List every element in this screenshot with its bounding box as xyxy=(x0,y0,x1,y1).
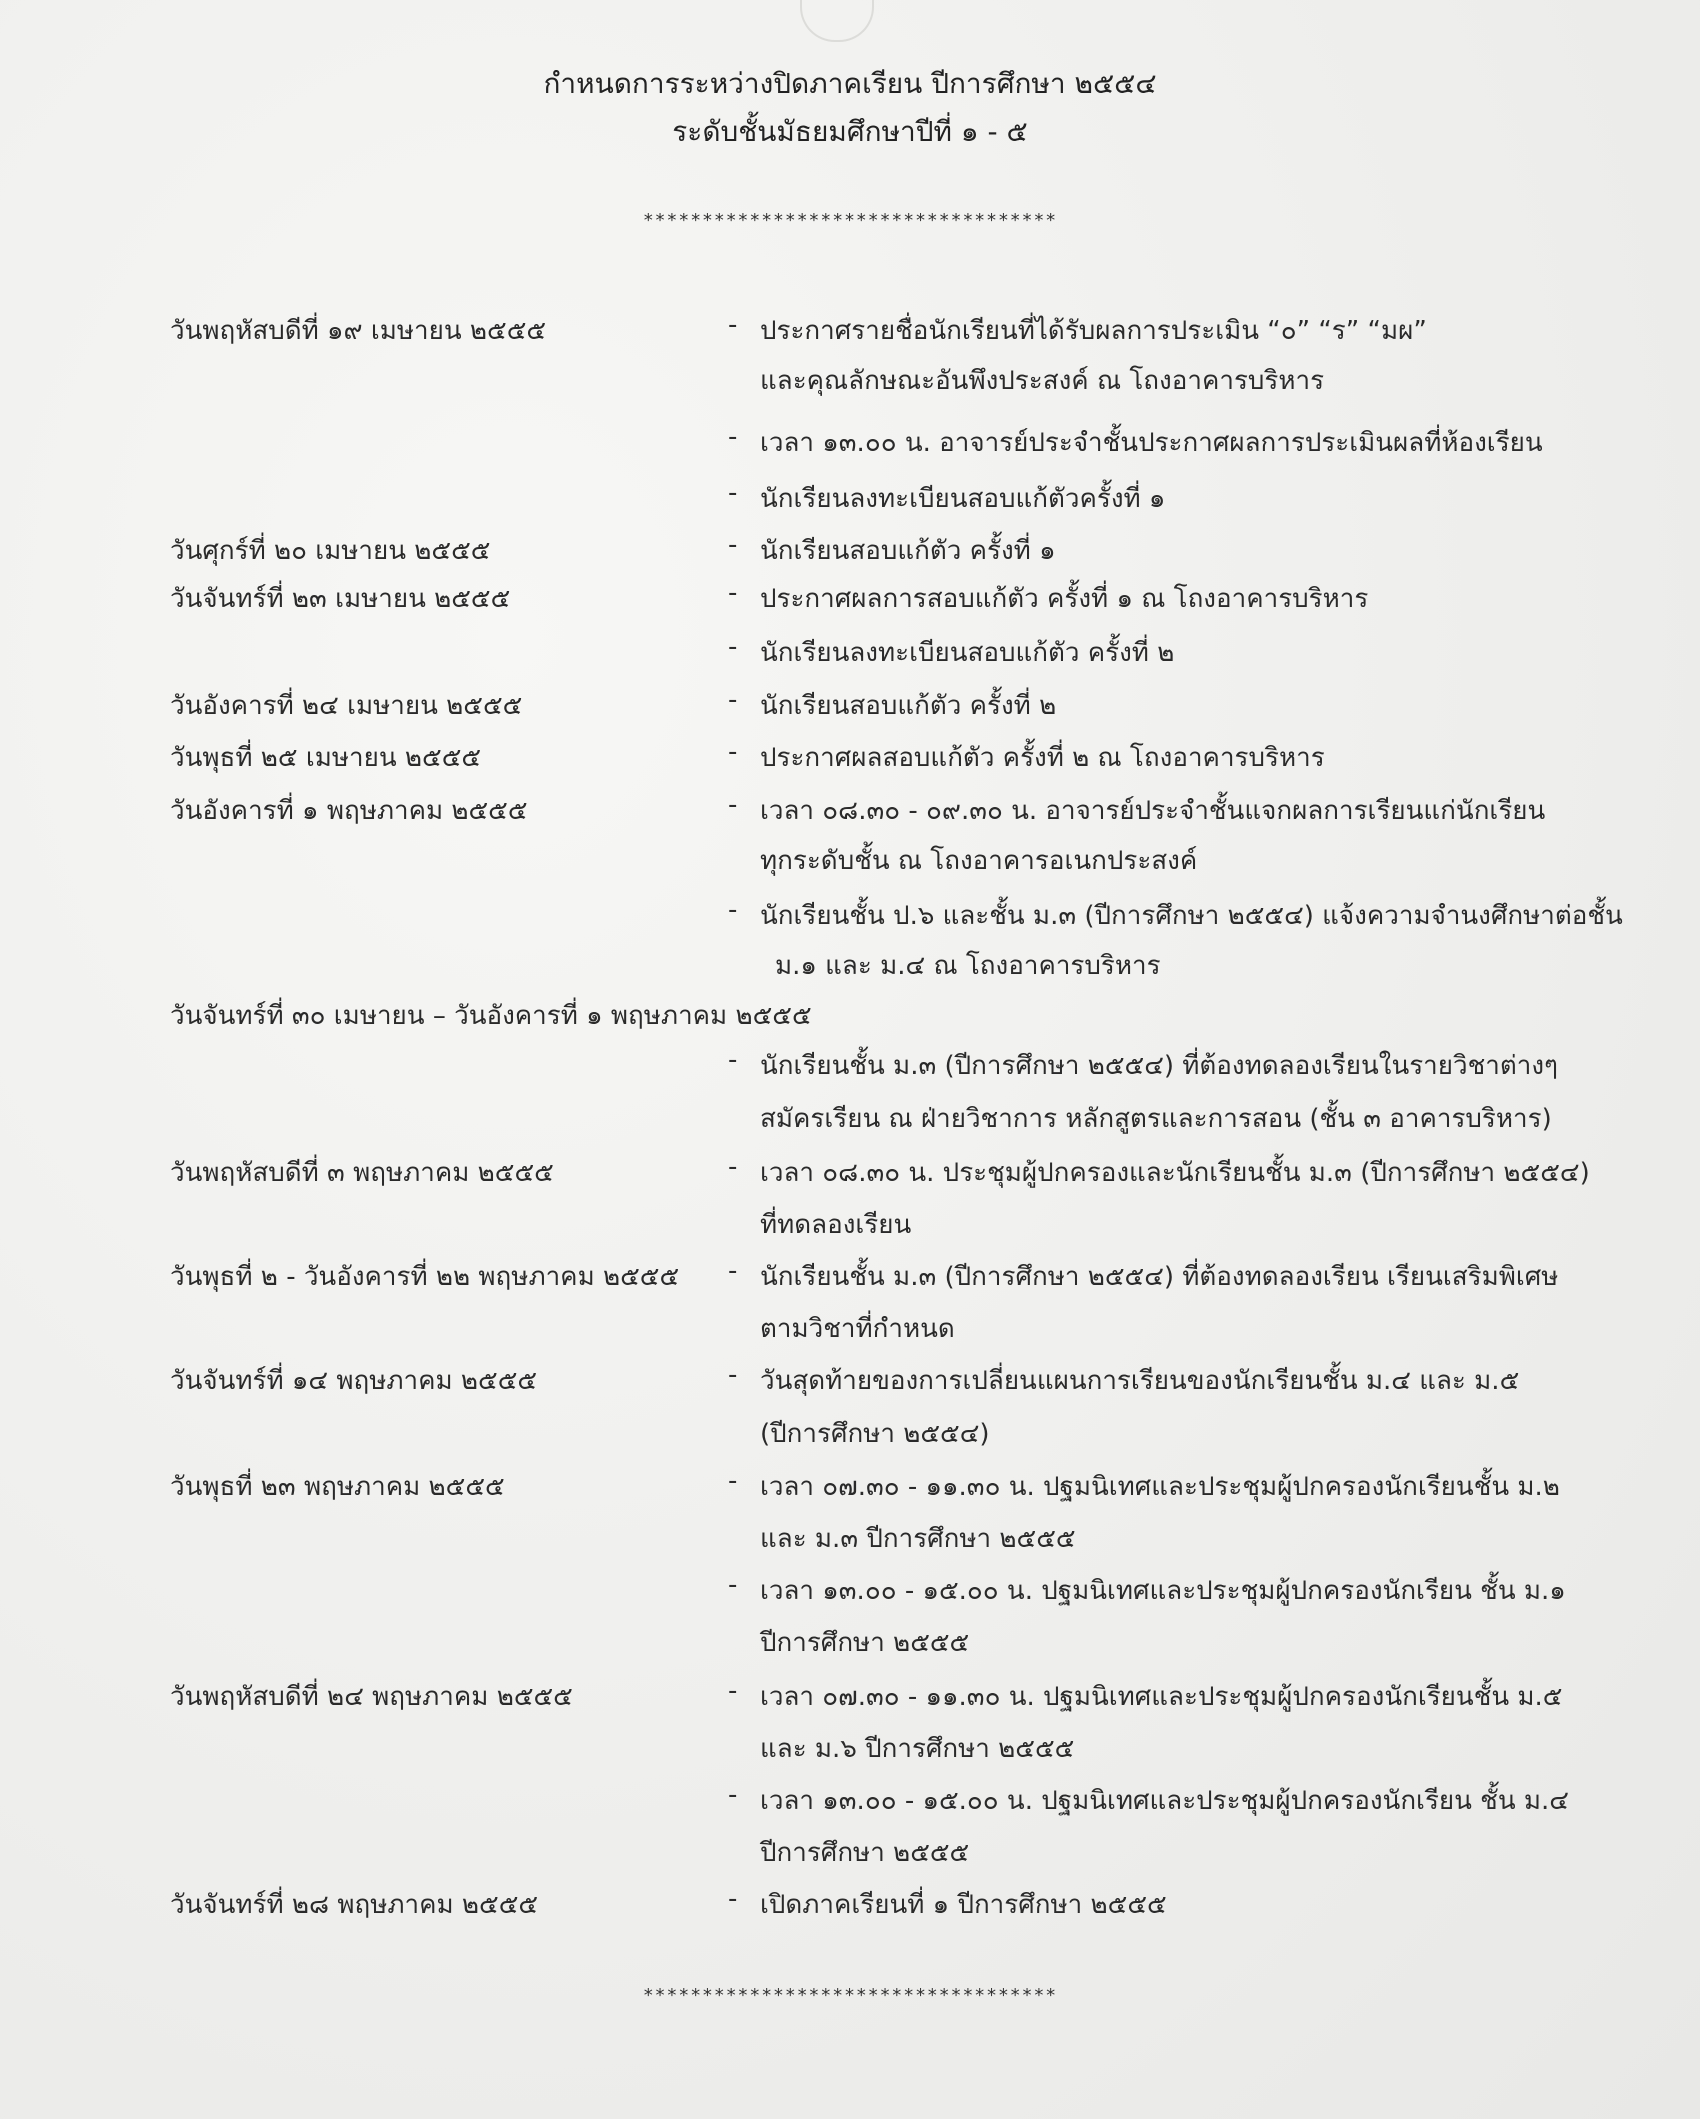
document-title: กำหนดการระหว่างปิดภาคเรียน ปีการศึกษา ๒๕๕๔ xyxy=(543,67,1157,100)
schedule-item-text: ประกาศผลสอบแก้ตัว ครั้งที่ ๒ ณ โถงอาคารบริหาร xyxy=(760,743,1325,773)
schedule-item-continuation: (ปีการศึกษา ๒๕๕๔) xyxy=(760,1419,990,1449)
schedule-item-text: นักเรียนชั้น ม.๓ (ปีการศึกษา ๒๕๕๔) ที่ต้องทดลองเรียน เรียนเสริมพิเศษ xyxy=(760,1262,1559,1292)
schedule-item-text: นักเรียนลงทะเบียนสอบแก้ตัวครั้งที่ ๑ xyxy=(760,484,1166,514)
schedule-item-continuation: ที่ทดลองเรียน xyxy=(760,1210,912,1240)
bullet-dash: - xyxy=(728,685,738,715)
schedule-item-text: เวลา ๐๘.๓๐ - ๐๙.๓๐ น. อาจารย์ประจำชั้นแจกผลการเรียนแก่นักเรียน xyxy=(760,796,1546,826)
bullet-dash: - xyxy=(728,530,738,560)
bullet-dash: - xyxy=(728,632,738,662)
schedule-item-continuation: และ ม.๖ ปีการศึกษา ๒๕๕๕ xyxy=(760,1734,1075,1764)
schedule-item-continuation: และ ม.๓ ปีการศึกษา ๒๕๕๕ xyxy=(760,1524,1076,1554)
schedule-item-continuation: ตามวิชาที่กำหนด xyxy=(760,1314,955,1344)
bullet-dash: - xyxy=(728,478,738,508)
schedule-item-continuation: ม.๑ และ ม.๔ ณ โถงอาคารบริหาร xyxy=(775,951,1161,981)
schedule-date: วันอังคารที่ ๑ พฤษภาคม ๒๕๕๕ xyxy=(170,796,528,826)
bullet-dash: - xyxy=(728,1780,738,1810)
schedule-item-text: เวลา ๐๘.๓๐ น. ประชุมผู้ปกครองและนักเรียนชั้น ม.๓ (ปีการศึกษา ๒๕๕๔) xyxy=(760,1158,1590,1188)
bullet-dash: - xyxy=(728,1884,738,1914)
schedule-item-continuation: ทุกระดับชั้น ณ โถงอาคารอเนกประสงค์ xyxy=(760,846,1198,876)
schedule-item-continuation: ปีการศึกษา ๒๕๕๕ xyxy=(760,1838,970,1868)
schedule-item-text: วันสุดท้ายของการเปลี่ยนแผนการเรียนของนักเรียนชั้น ม.๔ และ ม.๕ xyxy=(760,1366,1520,1396)
separator-bottom: *********************************** xyxy=(642,1985,1058,2006)
schedule-date: วันพุธที่ ๒๓ พฤษภาคม ๒๕๕๕ xyxy=(170,1472,505,1502)
schedule-item-continuation: และคุณลักษณะอันพึงประสงค์ ณ โถงอาคารบริหาร xyxy=(760,366,1325,396)
schedule-item-text: นักเรียนสอบแก้ตัว ครั้งที่ ๑ xyxy=(760,536,1056,566)
bullet-dash: - xyxy=(728,1152,738,1182)
schedule-item-continuation: สมัครเรียน ณ ฝ่ายวิชาการ หลักสูตรและการสอน (ชั้น ๓ อาคารบริหาร) xyxy=(760,1104,1552,1134)
schedule-date: วันจันทร์ที่ ๒๓ เมษายน ๒๕๕๕ xyxy=(170,584,511,614)
schedule-date: วันพฤหัสบดีที่ ๒๔ พฤษภาคม ๒๕๕๕ xyxy=(170,1682,573,1712)
bullet-dash: - xyxy=(728,737,738,767)
schedule-date: วันจันทร์ที่ ๒๘ พฤษภาคม ๒๕๕๕ xyxy=(170,1890,539,1920)
schedule-item-text: ประกาศรายชื่อนักเรียนที่ได้รับผลการประเมิน “๐” “ร” “มผ” xyxy=(760,316,1427,346)
bullet-dash: - xyxy=(728,310,738,340)
schedule-item-continuation: ปีการศึกษา ๒๕๕๕ xyxy=(760,1628,970,1658)
schedule-item-text: นักเรียนชั้น ม.๓ (ปีการศึกษา ๒๕๕๔) ที่ต้องทดลองเรียนในรายวิชาต่างๆ xyxy=(760,1051,1559,1081)
schedule-item-text: ประกาศผลการสอบแก้ตัว ครั้งที่ ๑ ณ โถงอาคารบริหาร xyxy=(760,584,1369,614)
bullet-dash: - xyxy=(728,422,738,452)
bullet-dash: - xyxy=(728,895,738,925)
schedule-item-text: เวลา ๑๓.๐๐ - ๑๕.๐๐ น. ปฐมนิเทศและประชุมผู้ปกครองนักเรียน ชั้น ม.๔ xyxy=(760,1786,1569,1816)
schedule-date: วันศุกร์ที่ ๒๐ เมษายน ๒๕๕๕ xyxy=(170,536,491,566)
schedule-item-text: นักเรียนชั้น ป.๖ และชั้น ม.๓ (ปีการศึกษา ๒๕๕๔) แจ้งความจำนงศึกษาต่อชั้น xyxy=(760,901,1623,931)
schedule-item-text: เปิดภาคเรียนที่ ๑ ปีการศึกษา ๒๕๕๕ xyxy=(760,1890,1167,1920)
bullet-dash: - xyxy=(728,790,738,820)
separator-top: *********************************** xyxy=(642,210,1058,231)
bullet-dash: - xyxy=(728,1256,738,1286)
schedule-item-text: นักเรียนสอบแก้ตัว ครั้งที่ ๒ xyxy=(760,691,1057,721)
schedule-item-text: เวลา ๐๗.๓๐ - ๑๑.๓๐ น. ปฐมนิเทศและประชุมผู้ปกครองนักเรียนชั้น ม.๕ xyxy=(760,1682,1563,1712)
schedule-item-text: เวลา ๑๓.๐๐ น. อาจารย์ประจำชั้นประกาศผลการประเมินผลที่ห้องเรียน xyxy=(760,428,1543,458)
document-subtitle: ระดับชั้นมัธยมศึกษาปีที่ ๑ - ๕ xyxy=(672,115,1028,148)
schedule-date: วันพุธที่ ๒ - วันอังคารที่ ๒๒ พฤษภาคม ๒๕๕๕ xyxy=(170,1262,680,1292)
schedule-item-text: เวลา ๐๗.๓๐ - ๑๑.๓๐ น. ปฐมนิเทศและประชุมผู้ปกครองนักเรียนชั้น ม.๒ xyxy=(760,1472,1560,1502)
bullet-dash: - xyxy=(728,1676,738,1706)
schedule-date: วันพฤหัสบดีที่ ๑๙ เมษายน ๒๕๕๕ xyxy=(170,316,547,346)
bullet-dash: - xyxy=(728,1360,738,1390)
schedule-date: วันพุธที่ ๒๕ เมษายน ๒๕๕๕ xyxy=(170,743,482,773)
bullet-dash: - xyxy=(728,1466,738,1496)
schedule-item-text: เวลา ๑๓.๐๐ - ๑๕.๐๐ น. ปฐมนิเทศและประชุมผู้ปกครองนักเรียน ชั้น ม.๑ xyxy=(760,1576,1566,1606)
bullet-dash: - xyxy=(728,1570,738,1600)
bullet-dash: - xyxy=(728,1045,738,1075)
schedule-date: วันพฤหัสบดีที่ ๓ พฤษภาคม ๒๕๕๕ xyxy=(170,1158,554,1188)
bullet-dash: - xyxy=(728,578,738,608)
schedule-date: วันจันทร์ที่ ๑๔ พฤษภาคม ๒๕๕๕ xyxy=(170,1366,538,1396)
faint-emblem xyxy=(800,0,874,42)
schedule-item-text: นักเรียนลงทะเบียนสอบแก้ตัว ครั้งที่ ๒ xyxy=(760,638,1175,668)
schedule-date: วันจันทร์ที่ ๓๐ เมษายน – วันอังคารที่ ๑ พฤษภาคม ๒๕๕๕ xyxy=(170,1001,812,1031)
schedule-date: วันอังคารที่ ๒๔ เมษายน ๒๕๕๕ xyxy=(170,691,523,721)
